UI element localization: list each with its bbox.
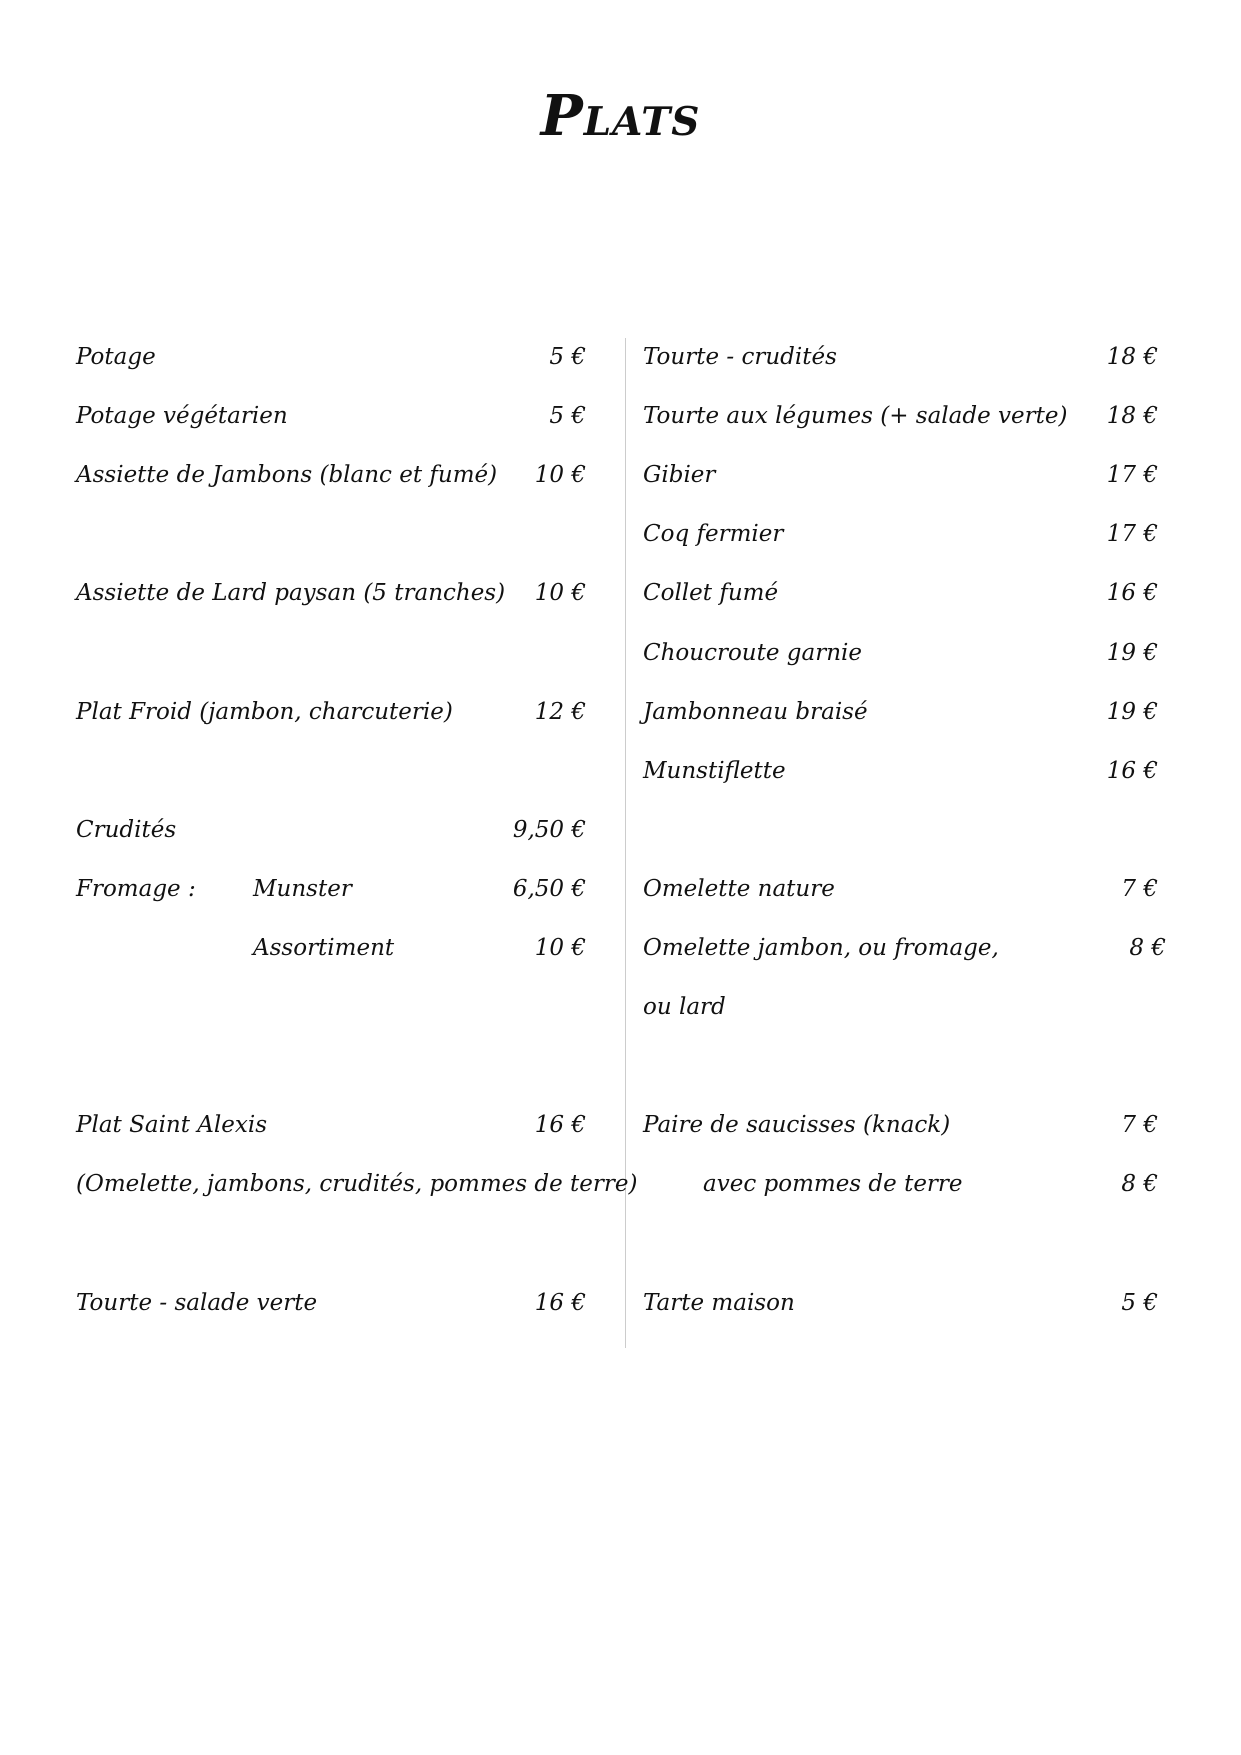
menu-item-munstiflette: [643, 751, 1158, 791]
item-price: 10 €: [534, 935, 586, 961]
page-title: Plats: [540, 83, 701, 149]
menu-item-omelette-nature: [643, 869, 1158, 909]
item-price: 19 €: [1106, 640, 1158, 666]
item-price: 5 €: [549, 344, 586, 370]
item-price: 8 €: [1129, 935, 1166, 961]
item-name: Collet fumé: [643, 580, 779, 606]
menu-item-saucisses: [643, 1105, 1158, 1145]
menu-item-tourte-salade: [76, 1283, 586, 1323]
item-price: 16 €: [534, 1290, 586, 1316]
item-name: Munster: [253, 876, 352, 902]
menu-item-crudites: [76, 810, 586, 850]
menu-item-jambonneau: [643, 692, 1158, 732]
item-name: Omelette jambon, ou fromage,: [643, 935, 999, 961]
item-name: Potage: [76, 344, 156, 370]
item-price: 10 €: [534, 580, 586, 606]
item-price: 17 €: [1106, 462, 1158, 488]
menu-item-fromage-assortiment: [76, 928, 586, 968]
item-price: 6,50 €: [512, 876, 586, 902]
item-price: 16 €: [534, 1112, 586, 1138]
menu-item-tourte-crudites: [643, 337, 1158, 377]
item-price: 7 €: [1121, 1112, 1158, 1138]
menu-item-plat-froid: [76, 692, 586, 732]
menu-item-assiette-jambons: [76, 455, 586, 495]
menu-item-fromage-munster: [76, 869, 586, 909]
item-name: Plat Saint Alexis: [76, 1112, 267, 1138]
item-name: Tourte - crudités: [643, 344, 837, 370]
item-name: Assortiment: [253, 935, 395, 961]
item-name: Assiette de Jambons (blanc et fumé): [76, 462, 498, 488]
item-name: avec pommes de terre: [703, 1171, 963, 1197]
item-price: 19 €: [1106, 699, 1158, 725]
menu-item-tarte-maison: [643, 1283, 1158, 1323]
menu-item-collet-fume: [643, 573, 1158, 613]
menu-item-description: [76, 1164, 638, 1204]
menu-item-plat-saint-alexis: [76, 1105, 586, 1145]
menu-item-choucroute: [643, 633, 1158, 673]
item-name: Choucroute garnie: [643, 640, 862, 666]
item-price: 16 €: [1106, 580, 1158, 606]
item-price: 5 €: [549, 403, 586, 429]
item-price: 12 €: [534, 699, 586, 725]
item-name: Tourte aux légumes (+ salade verte): [643, 403, 1068, 429]
item-price: 10 €: [534, 462, 586, 488]
item-price: 18 €: [1106, 344, 1158, 370]
item-name: Paire de saucisses (knack): [643, 1112, 951, 1138]
item-price: 9,50 €: [512, 817, 586, 843]
menu-item-tourte-legumes: [643, 396, 1158, 436]
item-price: 5 €: [1121, 1290, 1158, 1316]
menu-item-coq-fermier: [643, 514, 1158, 554]
item-name: Tarte maison: [643, 1290, 795, 1316]
item-name: Crudités: [76, 817, 177, 843]
menu-item-omelette-jambon: [643, 928, 1166, 968]
item-name: Munstiflette: [643, 758, 786, 784]
menu-item-omelette-jambon-cont: [643, 987, 1158, 1027]
item-name: Assiette de Lard paysan (5 tranches): [76, 580, 506, 606]
item-name: Jambonneau braisé: [643, 699, 868, 725]
menu-item-assiette-lard: [76, 573, 586, 613]
fromage-label: Fromage :: [76, 876, 196, 902]
item-price: 17 €: [1106, 521, 1158, 547]
menu-item-saucisses-pommes: [643, 1164, 1158, 1204]
menu-item-gibier: [643, 455, 1158, 495]
item-name: Omelette nature: [643, 876, 835, 902]
item-price: 8 €: [1121, 1171, 1158, 1197]
item-name: Gibier: [643, 462, 716, 488]
item-name: Plat Froid (jambon, charcuterie): [76, 699, 453, 725]
menu-item-potage-vegetarien: [76, 396, 586, 436]
menu-item-potage: [76, 337, 586, 377]
item-name-continued: ou lard: [643, 994, 726, 1020]
item-name: Tourte - salade verte: [76, 1290, 318, 1316]
item-price: 7 €: [1121, 876, 1158, 902]
item-price: 18 €: [1106, 403, 1158, 429]
item-price: 16 €: [1106, 758, 1158, 784]
item-name: Potage végétarien: [76, 403, 288, 429]
item-name: Coq fermier: [643, 521, 784, 547]
item-description: (Omelette, jambons, crudités, pommes de terre): [76, 1171, 638, 1197]
